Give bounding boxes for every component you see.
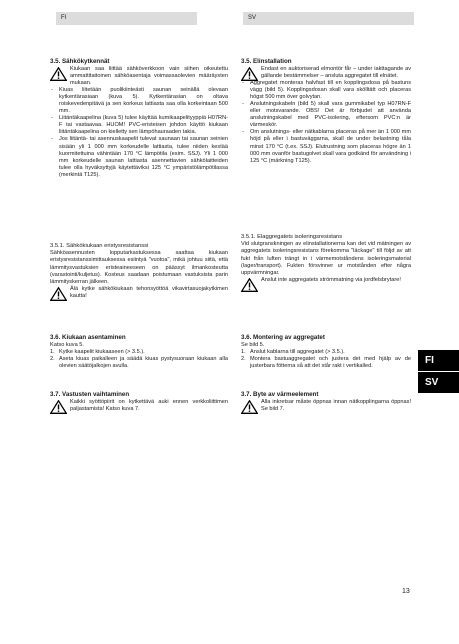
section-title: 3.6. Montering av aggregatet [241,334,325,341]
section-title: 3.6. Kiukaan asentaminen [50,334,126,341]
body-text: Se bild 5. [241,342,265,348]
page-number: 13 [402,588,410,595]
warning-text: Älä kytke sähkökiukaan tehonsyöttöä vikavirtasuojakytkimen kautta! [70,285,228,299]
warning-text: Endast en auktoriserad elmontör får – under iakttagande av gällande bestämmelser – ansluta aggregatet till elnätet. [261,66,411,80]
warning-icon [50,67,67,81]
body-text: Sähköasennusten lopputarkastuksessa saattaa kiukaan eristysresistanssimittauksessa esiintyä "vuotoa", mikä johtuu siitä, että lämmitysvastuksien eristeaineeseen on päässyt ilmankosteutta (varastointi/kuljetus). Kosteus saadaan poistumaan vastuksista parin lämmityskerran jälkeen. [50,250,228,285]
language-tab-fi: FI [418,350,459,371]
bullet-item: - Om anslutnings- eller nätkablarna placeras på mer än 1 000 mm höjd på eller i bastuväggarna, skall de under belastning tåla minst 170 °C (t.ex. SSJ). Elutrustning som placeras högre än 1 000 mm ovanför bastugolvet skall vara godkänd för användning i 125 °C (märkning T125). [242,129,411,164]
section-title: 3.5. Sähkökytkennät [50,58,110,65]
section-title: 3.5.1. Sähkökiukaan eristysresistanssi [50,243,149,249]
warning-block [241,399,411,413]
warning-block [50,66,228,87]
bullet-item: - Jos liitäntä- tai asennuskaapelit tulevat saunaan tai saunan seinien sisään yli 1 000 mm korkeudelle lattiasta, tulee niiden kestää kuormitettuina vähintään 170 °C lämpötila (esim. SSJ). Yli 1 000 mm korkeudelle saunan lattiasta asennettavien sähkölaitteiden tulee olla hyväksyttyjä käytettäviksi 125 °C ympäristölämpötilassa (merkintä T125). [51,136,228,178]
warning-block [241,66,411,80]
section-3-7-fi [50,391,228,413]
warning-icon [241,278,258,292]
bullet-item: - Liitäntäkaapelina (kuva 5) tulee käyttää kumikaapelityyppiä H07RN-F tai vastaavaa. HUOM! PVC-eristeisen johdon käyttö kiukaan liitäntäkaapelina on kielletty sen lämpöhauraaden takia. [51,115,228,136]
section-3-5-fi [50,58,228,179]
step-item: 1. Anslut kablarna till aggregatet (> 3.5.). [241,349,345,356]
bullet-item: - Anslutningskabeln (bild 5) skall vara gummikabel typ H07RN-F eller motsvarande. OBS! Det är förbjudet att använda anslutningskabel med PVC-isolering, eftersom PVC:n är värmeskör. [242,101,411,129]
warning-icon [241,400,258,414]
section-3-6-sv [241,334,411,370]
warning-text: Anslut inte aggregatets strömmatning via jordfelsbrytare! [261,276,401,283]
bullet-item: - Kiuas liitetään puolikiinteästi saunan seinällä olevaan kytkentärasiaan (kuva 5). Kytkentärasian on oltava roiskevedenpitävä ja sen korkeus lattiasta saa olla korkeintaan 500 mm. [51,87,228,115]
section-3-5-1-fi [50,243,228,300]
step-item: 2. Aseta kiuas paikalleen ja säädä kiuas pystysuoraan kiukaan alla olevien säätöjalkojen avulla. [50,356,228,370]
warning-block [50,286,228,300]
section-3-5-sv [241,58,411,165]
warning-block [241,277,411,284]
section-title: 3.7. Byte av värmeelement [241,391,319,398]
body-text: Vid slutgranskningen av elinstallationerna kan det vid mätningen av aggregatets isoleringsresistans förekomma "läckage" till följd av att fukt från luften trängt in i värmemotståndens isoleringsmaterial (lager/transport). Fukten försvinner ur motstånden efter några uppvärmningar. [241,241,411,276]
warning-block [50,399,228,413]
warning-text: Kaikki syöttöpiirit on kytkettävä auki ennen verkkoliittimen paljastamista! Katso kuva 7. [70,399,228,413]
section-title: 3.5. Elinstallation [241,58,292,65]
bullet-item: - Aggregatet monteras halvfast till en kopplingsdosa på bastuns vägg (bild 5). Kopplingsdosan skall vara skölltätt och placeras högst 500 mm över golvytan. [242,80,411,101]
warning-icon [241,67,258,81]
warning-icon [50,287,67,301]
warning-icon [50,400,67,414]
step-item: 1. Kytke kaapelit kiukaaseen (> 3.5.). [50,349,145,356]
section-3-5-1-sv [241,234,411,284]
warning-text: Kiukaan saa liittää sähköverkkoon vain siihen oikeutettu ammattitaitoinen sähköasentaja voimassaolevien määräysten mukaan. [70,66,228,87]
body-text: Katso kuva 5. [50,342,84,348]
header-tab-sv: SV [243,12,414,25]
section-3-6-fi [50,334,228,370]
step-item: 2. Montera bastuaggregatet och justera det med hjälp av de justerbara fötterna så att det står rakt i vertikalled. [241,356,411,370]
section-3-7-sv [241,391,411,413]
section-title: 3.7. Vastusten vaihtaminen [50,391,130,398]
warning-text: Alla inkretsar måste öppnas innan nätkopplingarna öppnas! Se bild 7. [261,399,411,413]
header-tab-fi: FI [56,12,197,25]
section-title: 3.5.1. Elaggregatets isoleringsresistans [241,234,343,240]
language-tab-sv: SV [418,372,459,393]
